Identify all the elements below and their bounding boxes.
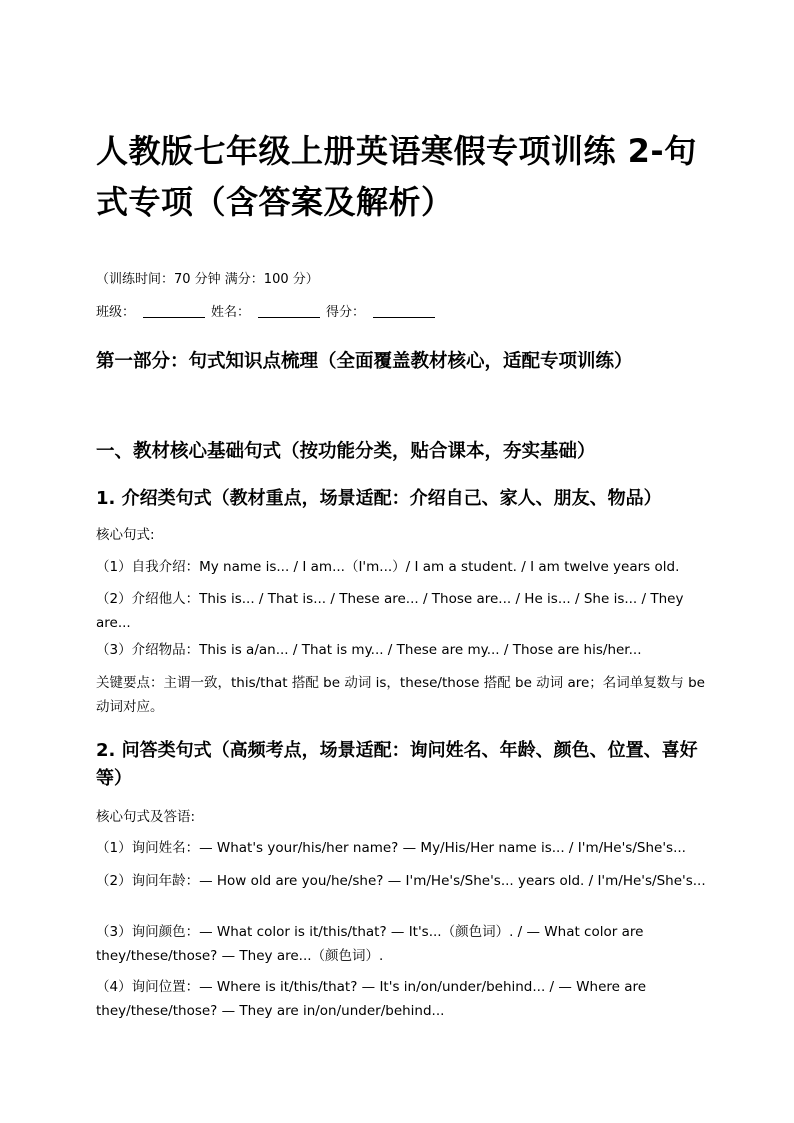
- score-label: 得分：: [326, 305, 366, 320]
- intro-item-self: （1）自我介绍：My name is... / I am...（I'm...）/ I am a student. / I am twelve years old.: [96, 559, 680, 575]
- intro-key-point: 关键要点：主谓一致，this/that 搭配 be 动词 is，these/those 搭配 be 动词 are；名词单复数与 be 动词对应。: [96, 675, 705, 715]
- training-time-info: （训练时间：70 分钟 满分：100 分）: [96, 272, 319, 287]
- part1-heading: 第一部分：句式知识点梳理（全面覆盖教材核心，适配专项训练）: [96, 351, 633, 372]
- qa-sentences-heading: 2. 问答类句式（高频考点，场景适配：询问姓名、年龄、颜色、位置、喜好等）: [96, 740, 698, 789]
- intro-item-others: （2）介绍他人：This is... / That is... / These are... / Those are... / He is... / She is... / They are...: [96, 591, 684, 631]
- class-blank: [143, 304, 205, 318]
- document-title: 人教版七年级上册英语寒假专项训练 2-句式专项（含答案及解析）: [96, 132, 697, 221]
- intro-sentences-heading: 1. 介绍类句式（教材重点，场景适配：介绍自己、家人、朋友、物品）: [96, 488, 662, 509]
- qa-item-color: （3）询问颜色：— What color is it/this/that? — It's...（颜色词）. / — What color are they/these/those? — They are...（颜色词）.: [96, 924, 644, 964]
- qa-item-age: （2）询问年龄：— How old are you/he/she? — I'm/He's/She's... years old. / I'm/He's/She's...: [96, 873, 706, 889]
- score-blank: [373, 304, 435, 318]
- name-label: 姓名：: [211, 305, 251, 320]
- intro-item-objects: （3）介绍物品：This is a/an... / That is my... / These are my... / Those are his/her...: [96, 642, 642, 658]
- qa-item-name: （1）询问姓名：— What's your/his/her name? — My/His/Her name is... / I'm/He's/She's...: [96, 840, 686, 856]
- qa-core-label: 核心句式及答语:: [96, 809, 196, 825]
- student-info-line: [96, 304, 441, 322]
- class-label: 班级：: [96, 305, 136, 320]
- qa-item-position: （4）询问位置：— Where is it/this/that? — It's in/on/under/behind... / — Where are they/these/those? — They are in/on/under/behind...: [96, 979, 647, 1019]
- name-blank: [258, 304, 320, 318]
- section1-heading: 一、教材核心基础句式（按功能分类，贴合课本，夯实基础）: [96, 441, 596, 462]
- intro-core-label: 核心句式:: [96, 527, 155, 543]
